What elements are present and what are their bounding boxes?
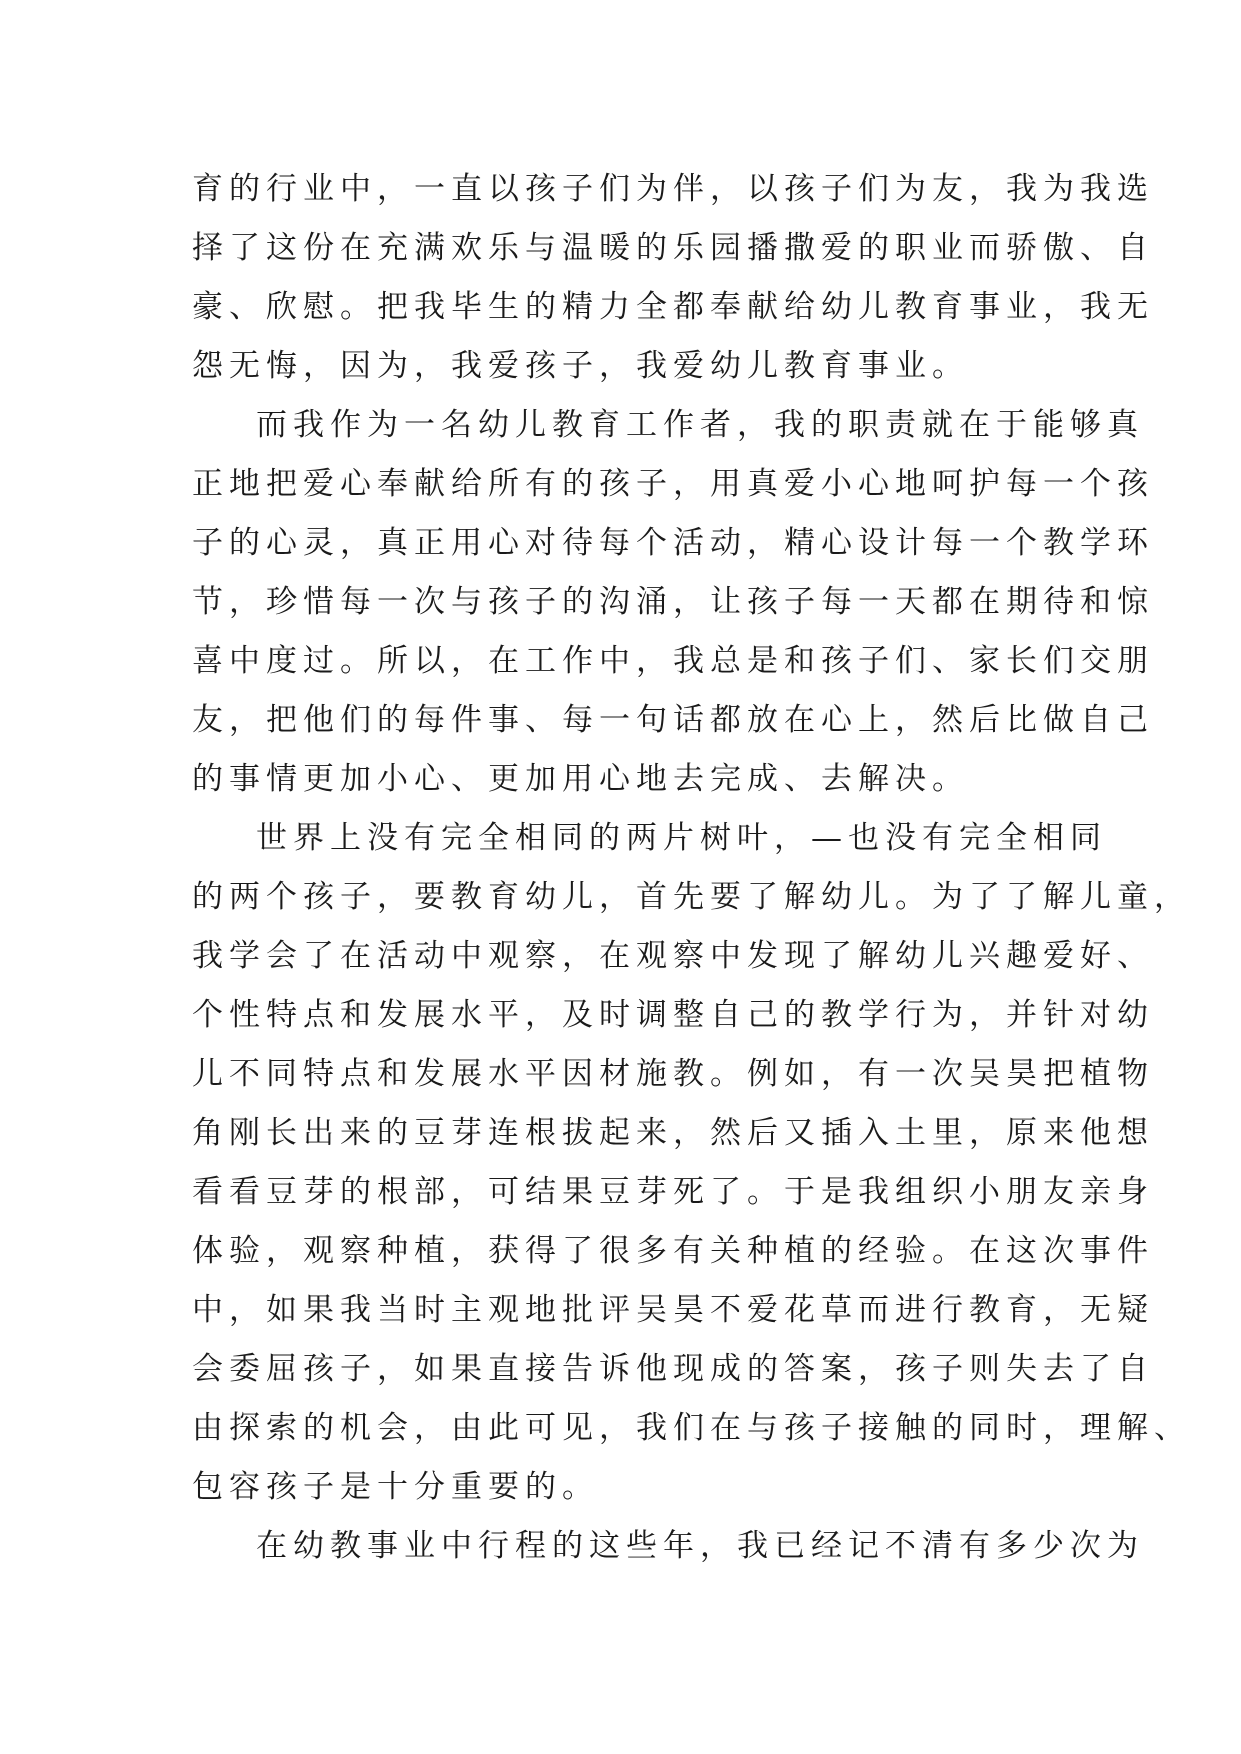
text-line: 节，珍惜每一次与孩子的沟涌，让孩子每一天都在期待和惊 (192, 584, 1154, 620)
text-line: 喜中度过。所以，在工作中，我总是和孩子们、家长们交朋 (192, 643, 1154, 679)
text-line: 子的心灵，真正用心对待每个活动，精心设计每一个教学环 (192, 525, 1154, 561)
text-line: 的事情更加小心、更加用心地去完成、去解决。 (192, 761, 969, 797)
text-line: 包容孩子是十分重要的。 (192, 1469, 599, 1505)
text-line: 在幼教事业中行程的这些年，我已经记不清有多少次为 (256, 1528, 1144, 1564)
text-line: 友，把他们的每件事、每一句话都放在心上，然后比做自己 (192, 702, 1154, 738)
text-line: 看看豆芽的根部，可结果豆芽死了。于是我组织小朋友亲身 (192, 1174, 1154, 1210)
text-line: 正地把爱心奉献给所有的孩子，用真爱小心地呵护每一个孩 (192, 466, 1154, 502)
text-line: 体验，观察种植，获得了很多有关种植的经验。在这次事件 (192, 1233, 1154, 1269)
text-line: 育的行业中，一直以孩子们为伴，以孩子们为友，我为我选 (192, 171, 1154, 207)
text-line: 择了这份在充满欢乐与温暖的乐园播撒爱的职业而骄傲、自 (192, 230, 1154, 266)
text-line: 的两个孩子，要教育幼儿，首先要了解幼儿。为了了解儿童， (192, 879, 1191, 915)
text-line: 怨无悔，因为，我爱孩子，我爱幼儿教育事业。 (192, 348, 969, 384)
text-line: 儿不同特点和发展水平因材施教。例如，有一次吴昊把植物 (192, 1056, 1154, 1092)
text-line: 由探索的机会，由此可见，我们在与孩子接触的同时，理解、 (192, 1410, 1191, 1446)
text-line: 个性特点和发展水平，及时调整自己的教学行为，并针对幼 (192, 997, 1154, 1033)
text-line: 会委屈孩子，如果直接告诉他现成的答案，孩子则失去了自 (192, 1351, 1154, 1387)
body-text (192, 160, 1191, 1576)
text-line: 角刚长出来的豆芽连根拔起来，然后又插入土里，原来他想 (192, 1115, 1154, 1151)
text-line: 而我作为一名幼儿教育工作者，我的职责就在于能够真 (256, 407, 1144, 443)
text-line: 世界上没有完全相同的两片树叶，—也没有完全相同 (256, 820, 1107, 856)
text-line: 我学会了在活动中观察，在观察中发现了解幼儿兴趣爱好、 (192, 938, 1154, 974)
text-line: 中，如果我当时主观地批评吴昊不爱花草而进行教育，无疑 (192, 1292, 1154, 1328)
text-line: 豪、欣慰。把我毕生的精力全都奉献给幼儿教育事业，我无 (192, 289, 1154, 325)
